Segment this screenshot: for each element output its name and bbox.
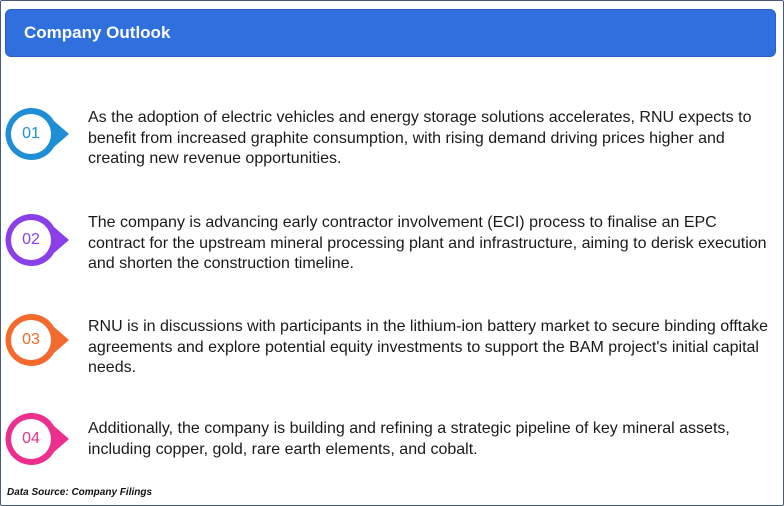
item-text: The company is advancing early contractor involvement (ECI) process to finalise an EPC contract for the upstream mineral processing plant and infrastructure, aiming to derisk execution and shorten the construction timeline. xyxy=(88,214,767,272)
item-number: 04 xyxy=(22,430,40,447)
data-source-note: Data Source: Company Filings xyxy=(7,487,153,498)
number-badge xyxy=(5,213,71,267)
item-text: As the adoption of electric vehicles and energy storage solutions accelerates, RNU expects to benefit from increased graphite consumption, with rising demand driving prices higher and creating new revenue opportunities. xyxy=(88,109,752,167)
item-text: RNU is in discussions with participants in the lithium-ion battery market to secure binding offtake agreements and explore potential equity investments to support the BAM project's initial capital needs. xyxy=(88,318,769,376)
number-badge xyxy=(5,412,71,466)
item-text: Additionally, the company is building and refining a strategic pipeline of key mineral assets, including copper, gold, rare earth elements, and cobalt. xyxy=(88,420,730,458)
header-bar xyxy=(5,9,776,57)
item-number: 01 xyxy=(22,125,40,142)
number-badge xyxy=(5,107,71,161)
item-number: 03 xyxy=(22,331,40,348)
number-badge xyxy=(5,313,71,367)
item-number: 02 xyxy=(22,231,40,248)
page-title: Company Outlook xyxy=(24,23,171,42)
